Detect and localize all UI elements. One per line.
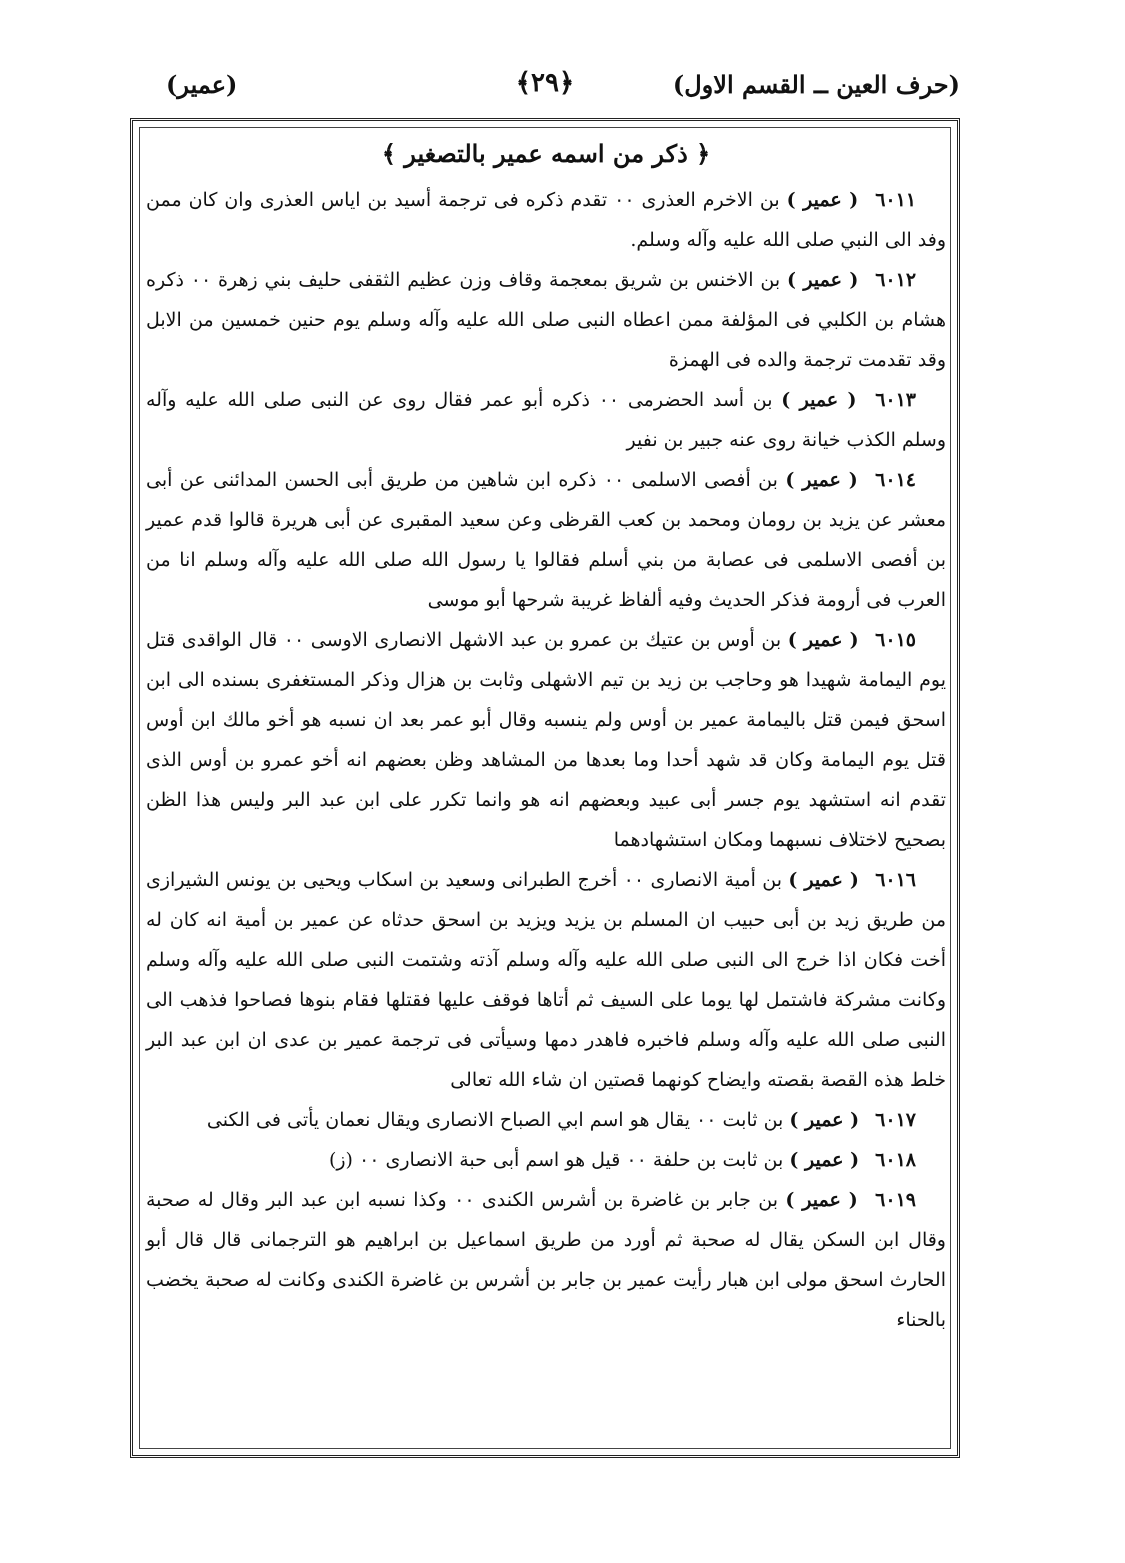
entry-text: بن أسد الحضرمى ٠٠ ذكره أبو عمر فقال روى عن النبى صلى الله عليه وآله وسلم الكذب خيانة روى عنه جبير بن نفير xyxy=(146,389,946,451)
entry xyxy=(146,180,946,260)
entry-name: ( عمير ) xyxy=(789,1149,860,1171)
header-chapter-title: (حرف العين ــ القسم الاول) xyxy=(672,70,960,99)
entry xyxy=(146,620,946,860)
entry-name: ( عمير ) xyxy=(789,1109,860,1131)
entry-text: بن الاخرم العذرى ٠٠ تقدم ذكره فى ترجمة أسيد بن اياس العذرى وان كان ممن وفد الى النبي صلى الله عليه وآله وسلم. xyxy=(146,189,946,251)
header-page-number: ﴿٢٩﴾ xyxy=(515,68,575,98)
entry-name: ( عمير ) xyxy=(781,389,857,411)
entry-number: ٦٠١١ xyxy=(875,189,917,211)
entry-name: ( عمير ) xyxy=(788,869,859,891)
entry-text: بن الاخنس بن شريق بمعجمة وقاف وزن عظيم الثقفى حليف بني زهرة ٠٠ ذكره هشام بن الكلبي فى المؤلفة ممن اعطاه النبى صلى الله عليه وآله وسلم يوم حنين خمسين من الابل وقد تقدمت ترجمة والده فى الهمزة xyxy=(146,269,946,371)
entry-text: بن ثابت ٠٠ يقال هو اسم ابي الصباح الانصارى ويقال نعمان يأتى فى الكنى xyxy=(206,1109,784,1131)
entry-number: ٦٠١٧ xyxy=(875,1109,916,1131)
entry-number: ٦٠١٢ xyxy=(875,269,917,291)
page-body xyxy=(146,128,946,1340)
entry-number: ٦٠١٤ xyxy=(875,469,916,491)
entry-number: ٦٠١٩ xyxy=(875,1189,916,1211)
section-title: ﴿ ذكر من اسمه عمير بالتصغير ﴾ xyxy=(381,139,711,168)
entry-number: ٦٠١٦ xyxy=(875,869,917,891)
entry-text: بن أفصى الاسلمى ٠٠ ذكره ابن شاهين من طريق أبى الحسن المدائنى عن أبى معشر عن يزيد بن رومان ومحمد بن كعب القرظى وعن سعيد المقبرى عن أبى هريرة قالوا قدم عمير بن أفصى الاسلمى فى عصابة من بني أسلم فقالوا يا رسول الله صلى الله عليه وآله وسلم انا من العرب فى أرومة فذكر الحديث وفيه ألفاظ غريبة شرحها أبو موسى xyxy=(146,469,946,611)
entry xyxy=(146,1100,946,1140)
entry-name: ( عمير ) xyxy=(787,269,859,291)
entry xyxy=(146,460,946,620)
entry xyxy=(146,260,946,380)
entry-text: بن ثابت بن حلفة ٠٠ قيل هو اسم أبى حبة الانصارى ٠٠ (ز) xyxy=(328,1149,784,1171)
page-header xyxy=(130,66,960,110)
entry-number: ٦٠١٨ xyxy=(875,1149,916,1171)
entry xyxy=(146,860,946,1100)
entry xyxy=(146,380,946,460)
entry-name: ( عمير ) xyxy=(786,189,859,211)
entry xyxy=(146,1140,946,1180)
entry-text: بن أمية الانصارى ٠٠ أخرج الطبرانى وسعيد بن اسكاب ويحيى بن يونس الشيرازى من طريق زيد بن أبى حبيب ان المسلم بن يزيد ويزيد بن اسحق حدثاه عن عمير بن أمية انه كان له أخت فكان اذا خرج الى النبى صلى الله عليه وآله وسلم آذته وشتمت النبى صلى الله عليه وآله وسلم وكانت مشركة فاشتمل لها يوما على السيف ثم أتاها فوقف عليها فقتلها فقام بنوها فصاحوا فذهب الى النبى صلى الله عليه وآله وسلم فاخبره فاهدر دمها وسيأتى فى ترجمة عمير بن عدى ان ابن عبد البر خلط هذه القصة بقصته وايضاح كونهما قصتين ان شاء الله تعالى xyxy=(146,869,946,1091)
header-running-title: (عمير) xyxy=(166,70,238,99)
entry-text: بن جابر بن غاضرة بن أشرس الكندى ٠٠ وكذا نسبه ابن عبد البر وقال له صحبة وقال ابن السكن يقال له صحبة ثم أورد من طريق اسماعيل بن ابراهيم هو الترجمانى قال قال أبو الحارث اسحق مولى ابن هبار رأيت عمير بن جابر بن أشرس بن غاضرة الكندى وكانت له صحبة يخضب بالحناء xyxy=(146,1189,946,1331)
entry-name: ( عمير ) xyxy=(787,629,859,651)
entry-name: ( عمير ) xyxy=(785,469,858,491)
entry-text: بن أوس بن عتيك بن عمرو بن عبد الاشهل الانصارى الاوسى ٠٠ قال الواقدى قتل يوم اليمامة شهيدا هو وحاجب بن زيد بن تيم الاشهلى وثابت بن هزال وذكر المستغفرى بسنده الى ابن اسحق فيمن قتل باليمامة عمير بن أوس ولم ينسبه وقال أبو عمر بعد ان نسبه هو أخو مالك ابن أوس قتل يوم اليمامة وكان قد شهد أحدا وما بعدها من المشاهد وظن بعضهم انه أخو عمرو بن أوس الذى تقدم انه استشهد يوم جسر أبى عبيد وبعضهم انه هو وانما تكرر على ابن عبد البر وليس هذا الظن بصحيح لاختلاف نسبهما ومكان استشهادهما xyxy=(146,629,946,851)
entry-number: ٦٠١٥ xyxy=(875,629,916,651)
entry-name: ( عمير ) xyxy=(785,1189,858,1211)
entry-number: ٦٠١٣ xyxy=(875,389,917,411)
entry xyxy=(146,1180,946,1340)
